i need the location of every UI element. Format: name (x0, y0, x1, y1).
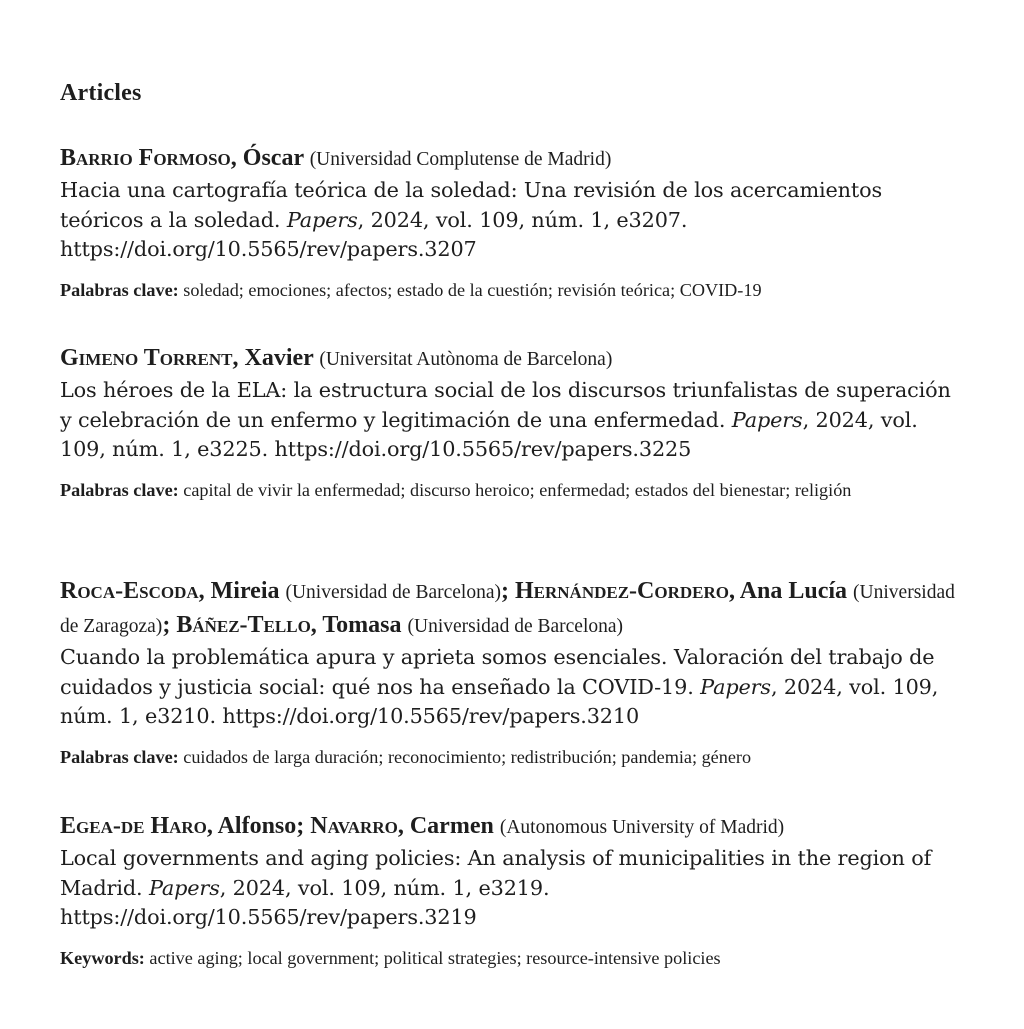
section-title: Articles (60, 80, 142, 106)
author-affiliation: (Universidad de Zaragoza) (60, 582, 955, 637)
article-citation: Local governments and aging policies: An analysis of municipalities in the region of Madrid. Papers, 2024, vol. 109, núm. 1, e3219. https://doi.org/10.5565/rev/papers.3219 (60, 846, 932, 929)
article-authors: Egea-de Haro, Alfonso; Navarro, Carmen (Autonomous University of Madrid) (60, 813, 785, 839)
citation-details: 2024, vol. 109, núm. 1, e3219. https://doi.org/10.5565/rev/papers.3219 (60, 875, 550, 929)
author-surname: Hernández-Cordero (514, 578, 729, 604)
journal-name: Papers (148, 875, 220, 900)
author-given-name: Carmen (409, 813, 494, 839)
article-authors: Barrio Formoso, Óscar (Universidad Complutense de Madrid) (60, 145, 612, 171)
author-surname: Barrio Formoso (60, 145, 231, 171)
citation-details: 2024, vol. 109, núm. 1, e3207. https://doi.org/10.5565/rev/papers.3207 (60, 207, 688, 261)
article-authors: Roca-Escoda, Mireia (Universidad de Barcelona); Hernández-Cordero, Ana Lucía (Universidad de Zaragoza); Báñez-Tello, Tomasa (Universidad de Barcelona) (60, 578, 955, 638)
article-entry (60, 342, 966, 503)
journal-name: Papers (731, 407, 803, 432)
author-given-name: Óscar (242, 145, 304, 171)
keywords-label: Palabras clave: (60, 746, 179, 767)
article-keywords (60, 945, 966, 971)
article-entry (60, 810, 966, 971)
article-title: Hacia una cartografía teórica de la soledad: Una revisión de los acercamientos teóricos a la soledad. (60, 178, 883, 232)
article-citation: Cuando la problemática apura y aprieta somos esenciales. Valoración del trabajo de cuidados y justicia social: qué nos ha enseñado la COVID-19. Papers, 2024, vol. 109, núm. 1, e3210. https://doi.org/10.5565/rev/papers.3210 (60, 645, 939, 728)
keywords-label: Keywords: (60, 947, 145, 968)
author-surname: Roca-Escoda (60, 578, 199, 604)
author-given-name: Ana Lucía (739, 578, 848, 604)
author-affiliation: (Universidad de Barcelona) (285, 582, 501, 603)
author-given-name: Mireia (210, 578, 280, 604)
article-keywords (60, 277, 966, 303)
author-given-name: Tomasa (322, 612, 402, 638)
author-given-name: Alfonso (217, 813, 297, 839)
keywords-text: active aging; local government; political strategies; resource-intensive policies (149, 947, 721, 968)
citation-details: 2024, vol. 109, núm. 1, e3225. https://doi.org/10.5565/rev/papers.3225 (60, 407, 918, 461)
article-title: Local governments and aging policies: An analysis of municipalities in the region of Madrid. (60, 846, 932, 900)
article-authors: Gimeno Torrent, Xavier (Universitat Autònoma de Barcelona) (60, 345, 613, 371)
article-title: Los héroes de la ELA: la estructura social de los discursos triunfalistas de superación y celebración de un enfermo y legitimación de una enfermedad. (60, 378, 951, 432)
citation-details: 2024, vol. 109, núm. 1, e3210. https://doi.org/10.5565/rev/papers.3210 (60, 674, 939, 728)
author-affiliation: (Universitat Autònoma de Barcelona) (319, 349, 613, 370)
article-entry (60, 575, 966, 770)
article-title: Cuando la problemática apura y aprieta somos esenciales. Valoración del trabajo de cuidados y justicia social: qué nos ha enseñado la COVID-19. (60, 645, 935, 699)
author-affiliation: (Universidad de Barcelona) (407, 616, 624, 637)
journal-name: Papers (286, 207, 358, 232)
article-entry (60, 142, 966, 303)
author-given-name: Xavier (244, 345, 314, 371)
author-affiliation: (Universidad Complutense de Madrid) (309, 149, 612, 170)
article-citation: Los héroes de la ELA: la estructura social de los discursos triunfalistas de superación y celebración de un enfermo y legitimación de una enfermedad. Papers, 2024, vol. 109, núm. 1, e3225. https://doi.org/10.5565/rev/papers.3225 (60, 378, 951, 461)
author-surname: Navarro (310, 813, 398, 839)
author-surname: Gimeno Torrent (60, 345, 233, 371)
article-citation: Hacia una cartografía teórica de la soledad: Una revisión de los acercamientos teóricos a la soledad. Papers, 2024, vol. 109, núm. 1, e3207. https://doi.org/10.5565/rev/papers.3207 (60, 178, 883, 261)
author-affiliation: (Autonomous University of Madrid) (499, 817, 785, 838)
keywords-label: Palabras clave: (60, 479, 179, 500)
keywords-text: cuidados de larga duración; reconocimiento; redistribución; pandemia; género (183, 746, 752, 767)
author-surname: Egea-de Haro (60, 813, 207, 839)
keywords-text: soledad; emociones; afectos; estado de la cuestión; revisión teórica; COVID-19 (183, 279, 762, 300)
article-keywords (60, 477, 966, 503)
author-surname: Báñez-Tello (176, 612, 311, 638)
article-keywords (60, 744, 966, 770)
journal-name: Papers (700, 674, 771, 699)
keywords-text: capital de vivir la enfermedad; discurso heroico; enfermedad; estados del bienestar; religión (183, 479, 852, 500)
keywords-label: Palabras clave: (60, 279, 179, 300)
